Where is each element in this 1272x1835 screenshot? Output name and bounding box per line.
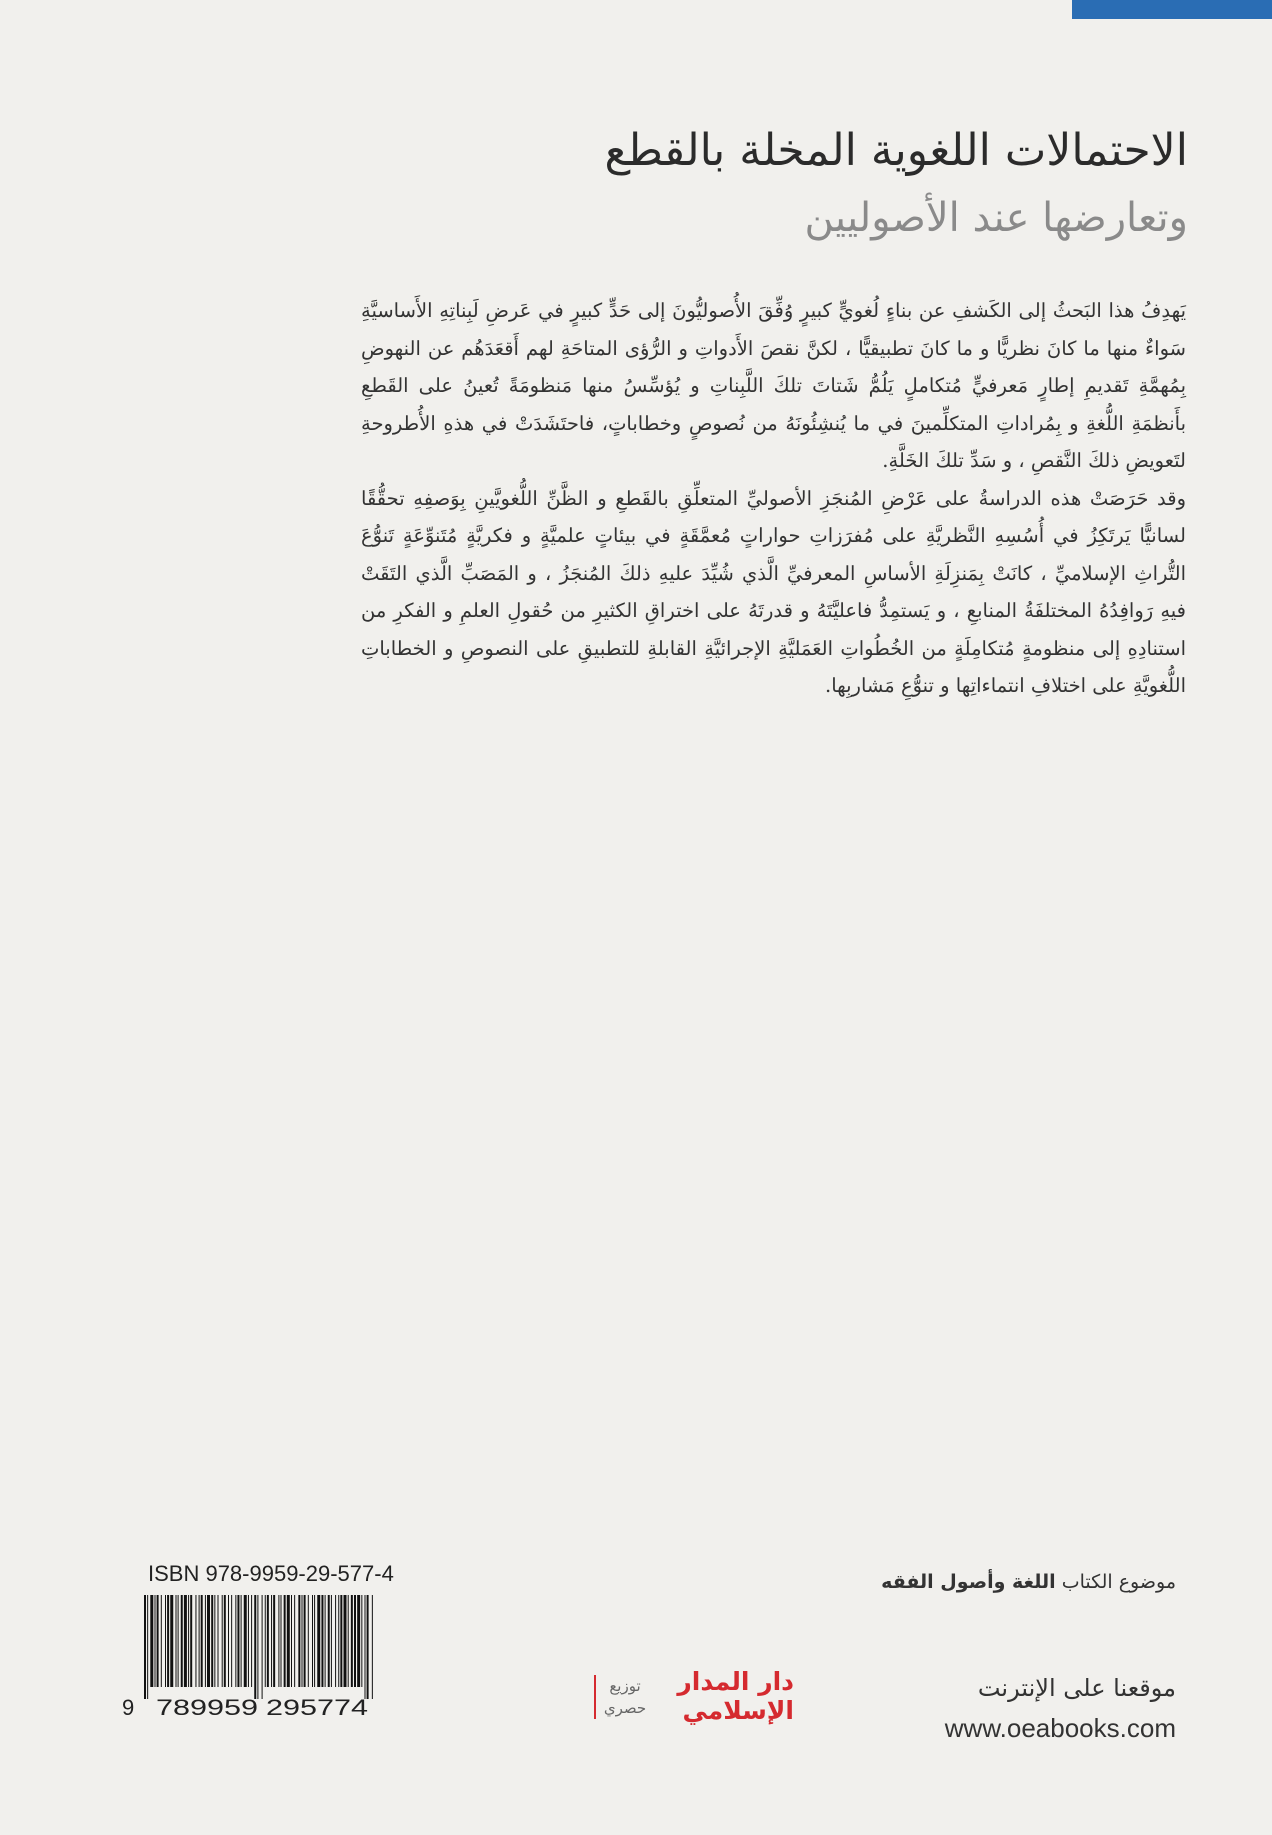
barcode-bar [328, 1595, 330, 1687]
isbn-text: ISBN 978-9959-29-577-4 [148, 1561, 394, 1586]
barcode-bar [222, 1595, 223, 1687]
barcode-bar [207, 1595, 210, 1687]
barcode-bar [195, 1595, 196, 1687]
barcode-bars [144, 1595, 373, 1699]
barcode-bar [224, 1595, 226, 1687]
barcode-bar [365, 1595, 366, 1699]
website-block [945, 1668, 1176, 1748]
barcode-bar [157, 1595, 159, 1687]
subject-value: اللغة وأصول الفقه [881, 1571, 1056, 1593]
barcode-bar [267, 1595, 269, 1687]
barcode-bar [287, 1595, 290, 1687]
barcode-bar [231, 1595, 232, 1687]
barcode-bar [165, 1595, 166, 1687]
description-paragraph-1: يَهدِفُ هذا البَحثُ إلى الكَشفِ عن بناءٍ لُغويٍّ كبيرٍ وُفِّقَ الأُصوليُّونَ إلى حَدٍّ كبيرٍ في عَرضِ لَبِناتِهِ الأَساسيَّةِ سَواءٌ منها ما كانَ نظريًّا و ما كانَ تطبيقيًّا ، لكنَّ نقصَ الأَدواتِ و الرُّؤى المتاحَةِ لهم أَقعَدَهُم عن النهوضِ بِمُهمَّةِ تَقديمِ إطارٍ مَعرفيٍّ مُتكاملٍ يَلُمُّ شَتاتَ تلكَ اللَّبِناتِ و يُؤسِّسُ منها مَنظومَةً تُعينُ على القَطعِ بأَنظمَةِ اللُّغةِ و بِمُراداتِ المتكلِّمينَ في ما يُنشِئُونَهُ من نُصوصٍ وخطاباتٍ، فاحتَشَدَتْ في هذهِ الأُطروحةِ لتَعويضِ ذلكَ النَّقصِ ، و سَدِّ تلكَ الخَلَّةِ. [361, 299, 1186, 472]
isbn-block [116, 1561, 416, 1721]
barcode-bar [228, 1595, 229, 1687]
barcode-bar [314, 1595, 315, 1687]
book-subject [881, 1571, 1176, 1593]
website-label: موقعنا على الإنترنت [977, 1674, 1176, 1702]
barcode-bar [271, 1595, 272, 1687]
barcode-bar [235, 1595, 236, 1687]
corner-accent-bar [1072, 0, 1272, 19]
book-title-line1: الاحتمالات اللغوية المخلة بالقطع [604, 125, 1188, 176]
barcode-bar [257, 1595, 258, 1699]
barcode-bar [273, 1595, 275, 1687]
barcode-bar [248, 1595, 249, 1687]
barcode-bar [312, 1595, 313, 1687]
barcode-bar [372, 1595, 373, 1699]
barcode-bar [331, 1595, 332, 1687]
barcode-bar [348, 1595, 349, 1687]
website-url[interactable]: www.oeabooks.com [944, 1713, 1176, 1743]
barcode-bar [218, 1595, 219, 1687]
barcode-bar [354, 1595, 356, 1687]
distribution-line-2: حصري [603, 1699, 647, 1717]
barcode-bar [147, 1595, 148, 1699]
barcode-bar [284, 1595, 286, 1687]
barcode-bar [338, 1595, 339, 1687]
barcode-bar [302, 1595, 303, 1687]
barcode-bar [361, 1595, 362, 1687]
barcode-bar [291, 1595, 292, 1687]
subject-label: موضوع الكتاب [1061, 1571, 1176, 1593]
barcode-bar [201, 1595, 203, 1687]
barcode-bar [265, 1595, 266, 1687]
barcode [116, 1595, 416, 1721]
barcode-bar [367, 1595, 369, 1699]
barcode-bar [144, 1595, 146, 1699]
barcode-bar [251, 1595, 252, 1687]
barcode-bar [190, 1595, 192, 1687]
book-description [361, 292, 1186, 705]
barcode-bar [308, 1595, 309, 1687]
barcode-bar [199, 1595, 200, 1687]
barcode-bar [237, 1595, 239, 1687]
barcode-bar [262, 1595, 263, 1699]
barcode-bar [340, 1595, 342, 1687]
barcode-bar [278, 1595, 279, 1687]
barcode-digits-left: 789959 [156, 1695, 258, 1720]
barcode-bar [294, 1595, 295, 1687]
barcode-bar [155, 1595, 156, 1687]
barcode-digits-right: 295774 [266, 1695, 368, 1720]
publisher-logo [594, 1667, 794, 1737]
publisher-name: دار المدار الإسلامي [677, 1667, 794, 1725]
barcode-bar [241, 1595, 242, 1687]
barcode-bar [325, 1595, 326, 1687]
barcode-bar [281, 1595, 282, 1687]
barcode-bar [178, 1595, 179, 1687]
book-title-line2: وتعارضها عند الأصوليين [804, 195, 1188, 241]
barcode-bar [170, 1595, 173, 1687]
barcode-bar [244, 1595, 247, 1687]
barcode-bar [357, 1595, 360, 1687]
description-paragraph-2: وقد حَرَصَتْ هذه الدراسةُ على عَرْضِ المُنجَزِ الأصوليِّ المتعلِّقِ بالقَطعِ و الظَّنِّ اللُّغويَّينِ بِوَصفِهِ تحقُّقًا لسانيًّا يَرتَكِزُ في أُسُسِهِ النَّظريَّةِ على مُفرَزاتِ حواراتٍ مُعمَّقَةٍ في بيئاتٍ علميَّةٍ و فكريَّةٍ مُتَنوِّعَةٍ تَنوُّعَ التُّراثِ الإسلاميِّ ، كانَتْ بِمَنزِلَةِ الأساسِ المعرفيِّ الَّذي شُيِّدَ عليهِ ذلكَ المُنجَزُ ، و المَصَبِّ الَّذي التَقَتْ فيهِ رَوافِدُهُ المختلفَةُ المنابعِ ، و يَستمِدُّ فاعليَّتَهُ و قدرتَهُ على اختراقِ الكثيرِ من حُقولِ العلمِ و الفكرِ من استنادِهِ إلى منظومةٍ مُتكامِلَةٍ من الخُطُواتِ العَمَليَّةِ الإجرائيَّةِ القابلةِ للتطبيقِ على النصوصِ و الخطاباتِ اللُّغويَّةِ على اختلافِ انتماءاتِها و تنوُّعِ مَشاربِها. [361, 486, 1186, 697]
barcode-bar [176, 1595, 177, 1687]
barcode-bar [150, 1595, 153, 1687]
barcode-bar [298, 1595, 300, 1687]
barcode-bar [317, 1595, 320, 1687]
barcode-bar [214, 1595, 215, 1687]
barcode-bar [335, 1595, 336, 1687]
barcode-bar [211, 1595, 213, 1687]
barcode-bar [167, 1595, 169, 1687]
distribution-line-1: توزيع [609, 1677, 641, 1695]
barcode-bar [205, 1595, 206, 1687]
barcode-bar [181, 1595, 183, 1687]
barcode-bar [161, 1595, 162, 1687]
barcode-bar [351, 1595, 353, 1687]
barcode-bar [184, 1595, 187, 1687]
barcode-bar [344, 1595, 347, 1687]
barcode-bar [304, 1595, 306, 1687]
barcode-bar [321, 1595, 323, 1687]
barcode-bar [254, 1595, 256, 1699]
barcode-bar [188, 1595, 189, 1687]
distribution-label [594, 1675, 654, 1719]
barcode-first-digit: 9 [122, 1695, 135, 1720]
